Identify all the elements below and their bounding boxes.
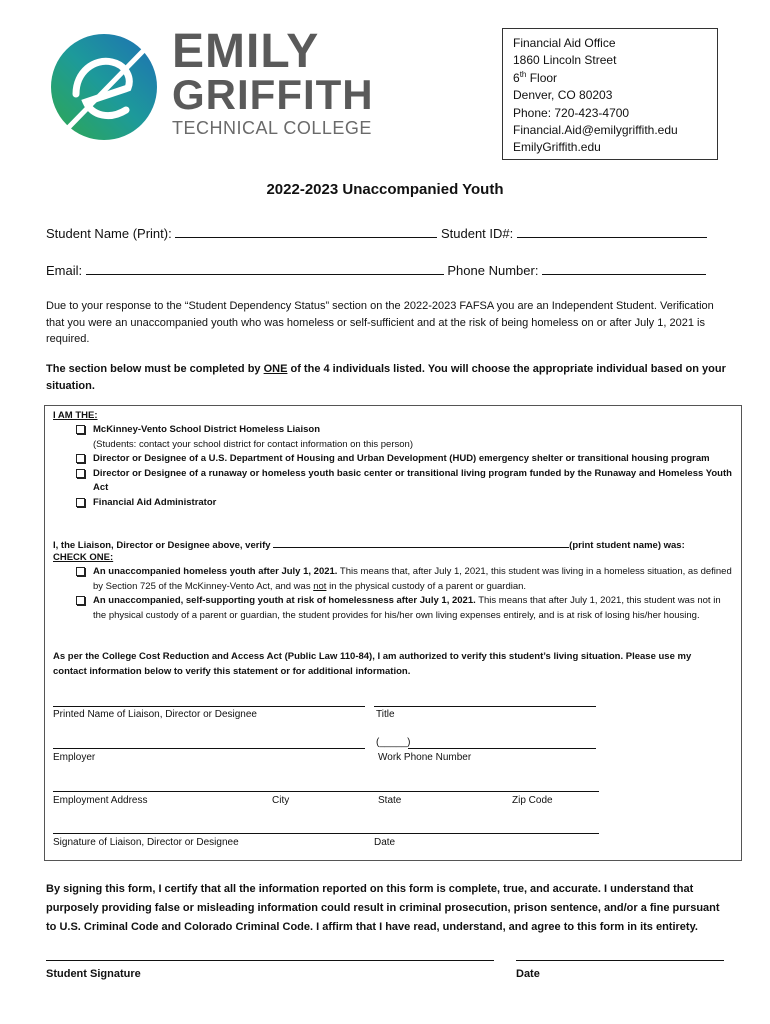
work-phone-label: Work Phone Number <box>378 752 472 763</box>
phone-field[interactable] <box>542 262 706 275</box>
email-field[interactable] <box>86 262 444 275</box>
role-option-financial-aid[interactable]: Financial Aid Administrator <box>76 496 736 511</box>
city-label: City <box>272 795 290 806</box>
role-option-hud[interactable]: Director or Designee of a U.S. Department of Housing and Urban Development (HUD) emergency shelter or transitional housing program <box>76 452 736 467</box>
liaison-signature-label: Signature of Liaison, Director or Designee <box>53 837 239 848</box>
status-options-list <box>76 565 736 623</box>
email-row <box>46 262 706 278</box>
office-street: 1860 Lincoln Street <box>513 53 617 68</box>
student-name-label: Student Name (Print): <box>46 226 172 241</box>
verify-student-name-field[interactable] <box>273 537 569 548</box>
certification-statement: By signing this form, I certify that all the information reported on this form is complete, true, and accurate. I understand that purposely providing false or misleading information could result in criminal prosecution, prison sentence, and/or a fine pursuant to U.S. Criminal Code and Colorado Criminal Code. I affirm that I have read, understand, and agree to this form in its entirety. <box>46 883 720 933</box>
student-id-field[interactable] <box>517 225 707 238</box>
phone-label: Phone Number: <box>447 263 539 278</box>
authority-statement: As per the College Cost Reduction and Access Act (Public Law 110-84), I am authorized to verify this student’s living situation. Please use my contact information below to verify this statement or for additional information. <box>53 651 692 677</box>
work-phone-line[interactable] <box>408 748 596 749</box>
printed-name-label: Printed Name of Liaison, Director or Designee <box>53 709 257 720</box>
title-label: Title <box>376 709 395 720</box>
office-floor: 6th Floor <box>513 69 558 85</box>
role-option-liaison[interactable]: McKinney-Vento School District Homeless Liaison (Students: contact your school district for contact information on this person) <box>76 423 736 452</box>
office-website: EmilyGriffith.edu <box>513 140 601 155</box>
role-options-list <box>76 423 736 510</box>
logo-text-technical-college: TECHNICAL COLLEGE <box>172 118 372 138</box>
student-id-label: Student ID#: <box>440 226 514 241</box>
employer-line[interactable] <box>53 748 365 749</box>
office-name: Financial Aid Office <box>513 36 616 50</box>
check-one-heading: CHECK ONE: <box>53 552 114 563</box>
office-address-box <box>502 28 718 160</box>
checkbox[interactable] <box>76 567 85 576</box>
student-name-row <box>46 225 707 241</box>
title-line[interactable] <box>374 706 596 707</box>
checkbox[interactable] <box>76 425 85 434</box>
address-line[interactable] <box>53 791 599 792</box>
liaison-signature-line[interactable] <box>53 833 599 834</box>
phone-area-code: (_____) <box>376 737 411 748</box>
office-city: Denver, CO 80203 <box>513 88 613 103</box>
logo-text-griffith: GRIFFITH <box>172 71 374 118</box>
status-option-at-risk[interactable]: An unaccompanied, self-supporting youth at risk of homelessness after July 1, 2021. This means that after July 1, 2021, this student was not in the physical custody of a parent or guardian, the student provides for his/her own living expenses entirely, and is at risk of losing his/her housing. <box>76 594 736 623</box>
logo-text-emily: EMILY <box>172 25 320 78</box>
form-title: 2022-2023 Unaccompanied Youth <box>266 181 504 198</box>
student-date-line[interactable] <box>516 960 724 961</box>
instruction-paragraph: The section below must be completed by ONE of the 4 individuals listed. You will choose the appropriate individual based on your situation. <box>46 363 726 392</box>
employer-label: Employer <box>53 752 96 763</box>
zip-code-label: Zip Code <box>512 795 553 806</box>
intro-paragraph: Due to your response to the “Student Dependency Status” section on the 2022-2023 FAFSA you are an Independent Student. Verification that you were an unaccompanied youth who was homeless or self-sufficient and at the risk of being homeless on or after July 1, 2021 is required. <box>46 300 714 345</box>
printed-name-line[interactable] <box>53 706 365 707</box>
office-phone: Phone: 720-423-4700 <box>513 105 630 120</box>
checkbox[interactable] <box>76 596 85 605</box>
state-label: State <box>378 795 402 806</box>
i-am-the-heading: I AM THE: <box>53 410 98 421</box>
liaison-date-label: Date <box>374 837 396 848</box>
status-option-homeless[interactable]: An unaccompanied homeless youth after July 1, 2021. This means that, after July 1, 2021, this student was living in a homeless situation, as defined by Section 725 of the McKinney-Vento Act, and was not in the physical custody of a parent or guardian. <box>76 565 736 594</box>
student-signature-label: Student Signature <box>46 968 141 980</box>
office-email: Financial.Aid@emilygriffith.edu <box>513 123 678 138</box>
email-label: Email: <box>46 263 83 278</box>
verify-line: I, the Liaison, Director or Designee above, verify (print student name) was: <box>53 537 685 554</box>
student-signature-line[interactable] <box>46 960 494 961</box>
student-name-field[interactable] <box>175 225 437 238</box>
role-option-runaway-program[interactable]: Director or Designee of a runaway or homeless youth basic center or transitional living program funded by the Runaway and Homeless Youth Act <box>76 467 736 496</box>
checkbox[interactable] <box>76 469 85 478</box>
student-date-label: Date <box>516 968 540 980</box>
employment-address-label: Employment Address <box>53 795 148 806</box>
checkbox[interactable] <box>76 454 85 463</box>
checkbox[interactable] <box>76 498 85 507</box>
